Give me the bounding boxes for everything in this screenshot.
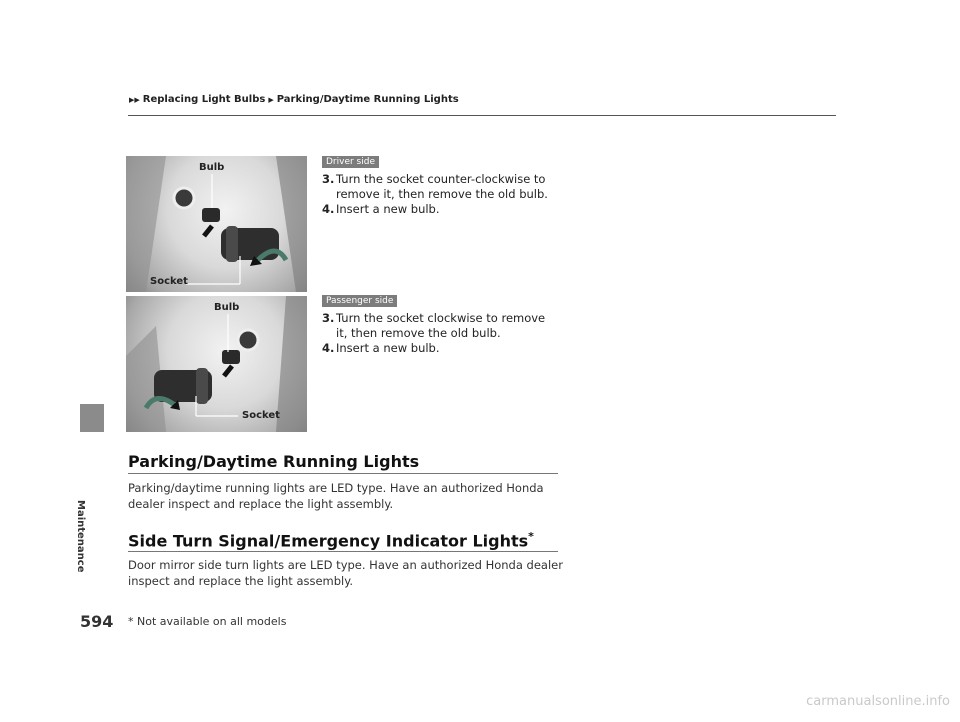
breadcrumb — [128, 94, 459, 105]
breadcrumb-item[interactable]: Replacing Light Bulbs — [142, 94, 266, 105]
passenger-side-illustration — [126, 296, 307, 432]
section-paragraph: Parking/daytime running lights are LED type. Have an authorized Honda dealer inspect and replace the light assembly. — [128, 481, 544, 511]
watermark: carmanualsonline.info — [806, 694, 950, 709]
headlight-diagram-icon — [126, 156, 307, 292]
page-number: 594 — [80, 612, 114, 631]
bulb-label: Bulb — [199, 162, 225, 173]
breadcrumb-item[interactable]: Parking/Daytime Running Lights — [276, 94, 459, 105]
section-paragraph: Door mirror side turn lights are LED type. Have an authorized Honda dealer inspect and replace the light assembly. — [128, 558, 563, 588]
footnote-mark[interactable]: * — [528, 530, 534, 543]
socket-label: Socket — [150, 276, 188, 287]
breadcrumb-arrow-icon: ▶ — [268, 95, 274, 104]
breadcrumb-arrow-icon: ▶▶ — [129, 95, 140, 104]
section-tab — [80, 404, 104, 432]
section-label: Maintenance — [75, 500, 86, 573]
passenger-side-steps — [322, 311, 552, 356]
driver-side-tag: Driver side — [322, 156, 379, 168]
heading-divider — [128, 551, 558, 552]
header-divider — [128, 115, 836, 116]
step-item: 4. Insert a new bulb. — [322, 202, 440, 216]
step-item: 4. Insert a new bulb. — [322, 341, 440, 355]
step-item: 3. Turn the socket counter-clockwise to remove it, then remove the old bulb. — [322, 172, 548, 201]
driver-side-illustration — [126, 156, 307, 292]
footnote: * Not available on all models — [128, 615, 287, 628]
section-heading: Side Turn Signal/Emergency Indicator Lights* — [128, 530, 534, 551]
section-heading: Parking/Daytime Running Lights — [128, 452, 420, 471]
socket-label: Socket — [242, 410, 280, 421]
driver-side-steps — [322, 172, 552, 217]
step-item: 3. Turn the socket clockwise to remove it, then remove the old bulb. — [322, 311, 546, 340]
bulb-label: Bulb — [214, 302, 240, 313]
heading-divider — [128, 473, 558, 474]
passenger-side-tag: Passenger side — [322, 295, 397, 307]
